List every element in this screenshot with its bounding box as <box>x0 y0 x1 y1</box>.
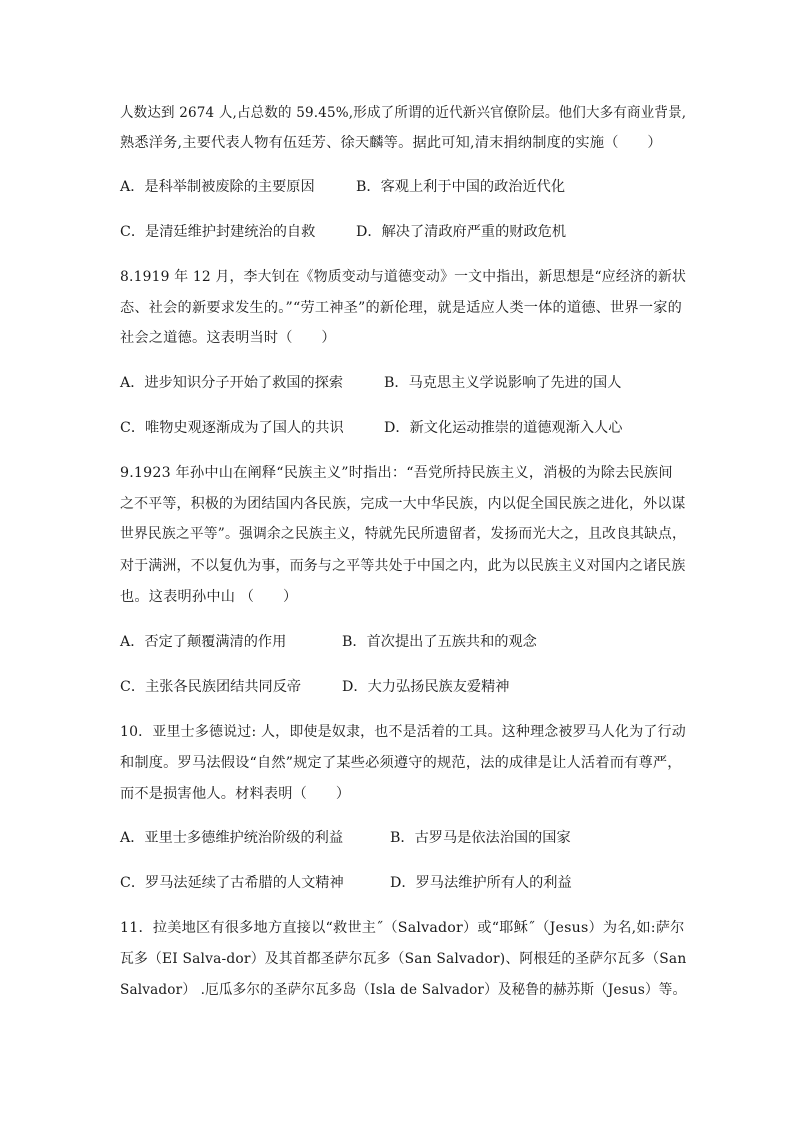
q9-option-d[interactable]: D．大力弘扬民族友爱精神 <box>342 679 510 695</box>
q7-line-2: 熟悉洋务,主要代表人物有伍廷芳、徐天麟等。据此可知,清末捐纳制度的实施（ ） <box>120 135 662 151</box>
q10-option-b[interactable]: B．古罗马是依法治国的国家 <box>390 830 571 846</box>
q10-option-c[interactable]: C．罗马法延续了古希腊的人文精神 <box>120 875 344 891</box>
q9-line-1: 9.1923 年孙中山在阐释“民族主义”时指出：“吾党所持民族主义，消极的为除去民族间 <box>120 465 673 481</box>
q10-line-1: 10．亚里士多德说过: 人，即使是奴隶，也不是活着的工具。这种理念被罗马人化为了行动 <box>120 724 686 740</box>
q8-line-3: 社会之道德。这表明当时（ ） <box>120 330 336 346</box>
q8-option-c[interactable]: C．唯物史观逐渐成为了国人的共识 <box>120 420 344 436</box>
q7-option-d[interactable]: D．解决了清政府严重的财政危机 <box>356 224 567 240</box>
q8-option-b[interactable]: B．马克思主义学说影响了先进的国人 <box>384 375 622 391</box>
q9-line-2: 之不平等，积极的为团结国内各民族，完成一大中华民族，内以促全国民族之进化，外以谋 <box>120 496 686 512</box>
q10-line-2: 和制度。罗马法假设“自然”规定了某些必须遵守的规范，法的成律是让人活着而有尊严， <box>120 755 682 771</box>
q9-option-a[interactable]: A．否定了颠覆满清的作用 <box>120 634 287 650</box>
q7-line-1: 人数达到 2674 人,占总数的 59.45%,形成了所谓的近代新兴官僚阶层。他们大多有商业背景, <box>120 105 687 121</box>
q10-option-d[interactable]: D．罗马法维护所有人的利益 <box>390 875 572 891</box>
q9-line-5: 也。这表明孙中山 （ ） <box>120 589 298 605</box>
q8-line-2: 态、社会的新要求发生的。”“劳工神圣”的新伦理，就是适应人类一体的道德、世界一家的 <box>120 300 682 316</box>
q9-line-4: 对于满洲，不以复仇为事，而务与之平等共处于中国之内，此为以民族主义对国内之诸民族 <box>120 558 686 574</box>
q9-option-b[interactable]: B．首次提出了五族共和的观念 <box>342 634 537 650</box>
q10-option-a[interactable]: A．亚里士多德维护统治阶级的利益 <box>120 830 344 846</box>
q8-option-d[interactable]: D．新文化运动推崇的道德观渐入人心 <box>384 420 623 436</box>
q9-line-3: 世界民族之平等”。强调余之民族主义，特就先民所遗留者，发扬而光大之，且改良其缺点， <box>120 526 686 542</box>
q11-line-3: Salvador） .厄瓜多尔的圣萨尔瓦多岛（Isla de Salvador）及秘鲁的赫苏斯（Jesus）等。 <box>120 982 687 998</box>
q11-line-2: 瓦多（EI Salva-dor）及其首都圣萨尔瓦多（San Salvador)、阿根廷的圣萨尔瓦多（San <box>120 951 687 967</box>
q8-option-a[interactable]: A．进步知识分子开始了救国的探索 <box>120 375 344 391</box>
q10-line-3: 而不是损害他人。材料表明（ ） <box>120 786 351 802</box>
q11-line-1: 11．拉美地区有很多地方直接以“救世主˝（Salvador）或“耶稣˝（Jesus）为名,如:萨尔 <box>120 920 685 936</box>
q9-option-c[interactable]: C．主张各民族团结共同反帝 <box>120 679 302 695</box>
q7-option-a[interactable]: A．是科举制被废除的主要原因 <box>120 179 315 195</box>
q7-option-b[interactable]: B．客观上利于中国的政治近代化 <box>356 179 566 195</box>
q8-line-1: 8.1919 年 12 月，李大钊在《物质变动与道德变动》一文中指出，新思想是“应经济的新状 <box>120 269 687 285</box>
q7-option-c[interactable]: C．是清廷维护封建统治的自救 <box>120 224 316 240</box>
